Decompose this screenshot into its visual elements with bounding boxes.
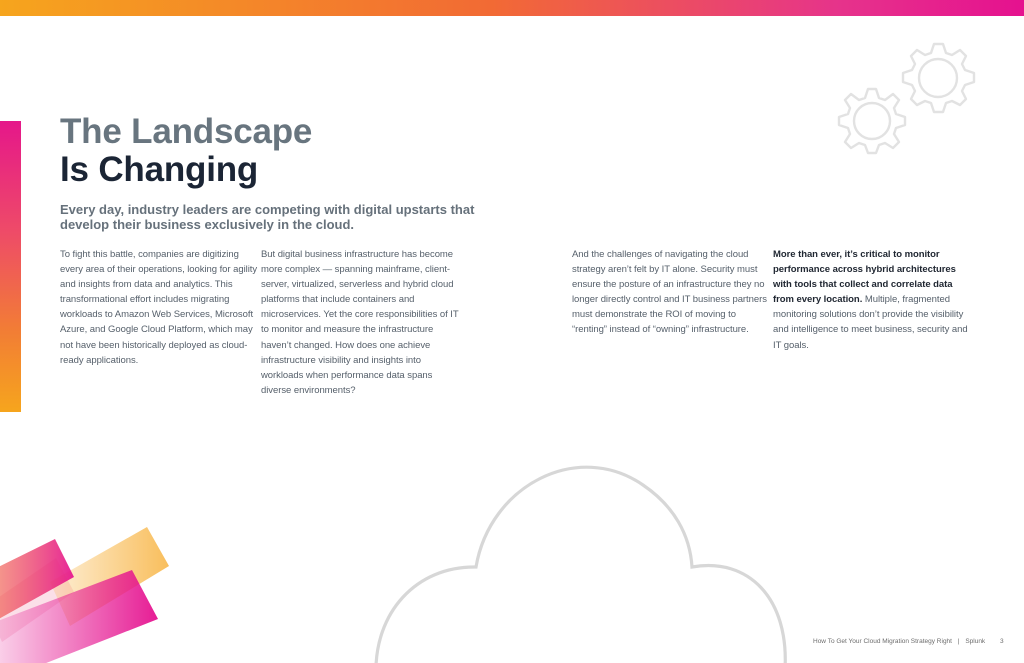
page-title — [60, 113, 420, 189]
column-four-body: Multiple, fragmented monitoring solutions don’t provide the visibility and intelligence to meet business, security and IT goals. — [773, 294, 968, 351]
emphasis-sentence: More than ever, it’s critical to monitor performance across hybrid architectures with tools that collect and correlate data from every location. — [773, 249, 956, 306]
footer-brand: Splunk — [965, 638, 986, 645]
large-gear-outline — [839, 89, 905, 153]
page-footer — [813, 637, 1011, 647]
top-gradient-bar — [0, 0, 1024, 16]
text-column-three: And the challenges of navigating the cloud strategy aren’t felt by IT alone. Security must ensure the posture of an infrastructure they no longer directly control and IT business partners must demonstrate the ROI of moving to “renting” instead of “owning” infrastructure. — [572, 249, 767, 336]
small-gear-outline — [903, 44, 974, 112]
title-line-one: The Landscape — [60, 112, 313, 151]
large-gear-hole — [854, 103, 890, 139]
footer-separator: | — [957, 638, 960, 645]
cloud-icon — [340, 430, 820, 663]
left-gradient-accent — [0, 121, 21, 412]
diagonal-stripes-graphic — [0, 520, 188, 663]
title-line-two: Is Changing — [60, 150, 259, 189]
intro-subtitle: Every day, industry leaders are competing with digital upstarts that develop their business exclusively in the cloud. — [60, 202, 475, 232]
page-number: 3 — [1000, 638, 1004, 645]
text-column-two: But digital business infrastructure has become more complex — spanning mainframe, client-server, virtualized, serverless and hybrid cloud platforms that include containers and microservices. Yet the core responsibilities of IT to monitor and measure the infrastructure haven’t changed. How does one achieve infrastructure visibility and insights into workloads when performance data spans diverse environments? — [261, 249, 459, 396]
small-gear-hole — [919, 59, 957, 97]
text-column-four — [773, 247, 974, 353]
cloud-outline — [376, 467, 785, 663]
footer-document-title: How To Get Your Cloud Migration Strategy Right — [813, 638, 952, 645]
text-column-one: To fight this battle, companies are digitizing every area of their operations, looking for agility and insights from data and analytics. This transformational effort includes migrating workloads to Amazon Web Services, Microsoft Azure, and Google Cloud Platform, which may not have been historically deployed as cloud-ready applications. — [60, 249, 258, 366]
gears-icon — [830, 42, 990, 170]
